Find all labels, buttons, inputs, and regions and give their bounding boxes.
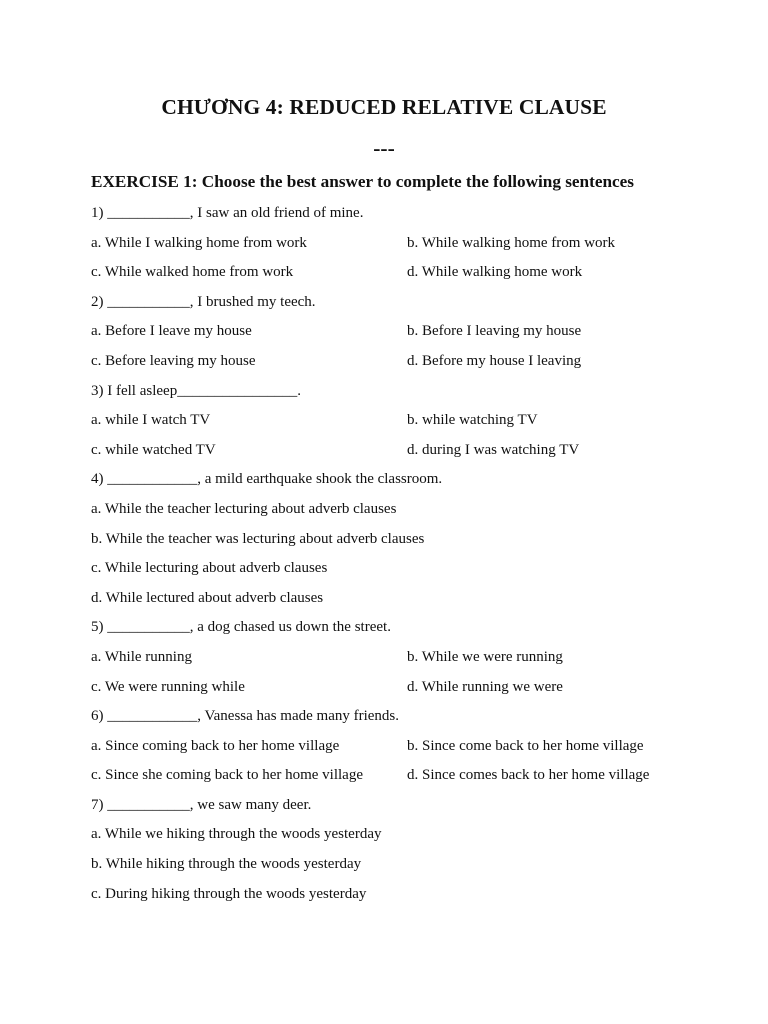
option-a: a. Since coming back to her home village xyxy=(91,737,340,754)
question-stem: 4) ____________, a mild earthquake shook the classroom. xyxy=(91,471,443,488)
option-row xyxy=(91,436,731,466)
option-c: c. While walked home from work xyxy=(91,264,294,281)
option-c: c. Before leaving my house xyxy=(91,352,256,369)
option-b: b. While hiking through the woods yesterday xyxy=(91,856,362,873)
option-row xyxy=(91,406,731,436)
option-c: c. We were running while xyxy=(91,678,245,695)
page-title: CHƯƠNG 4: REDUCED RELATIVE CLAUSE xyxy=(161,95,607,119)
option-a: a. Before I leave my house xyxy=(91,323,252,340)
option-b: b. While we were running xyxy=(407,648,563,665)
option-b: b. While the teacher was lecturing about adverb clauses xyxy=(91,530,425,547)
option-d: d. While walking home work xyxy=(407,264,583,281)
question-stem: 2) ___________, I brushed my teech. xyxy=(91,293,316,310)
option-d: d. Since comes back to her home village xyxy=(407,767,650,784)
question-stem: 3) I fell asleep________________. xyxy=(91,382,301,399)
option-row xyxy=(91,347,731,377)
option-a: a. While we hiking through the woods yesterday xyxy=(91,826,382,843)
exercise-body xyxy=(91,199,731,909)
option-row xyxy=(91,317,731,347)
option-b: b. while watching TV xyxy=(407,412,538,429)
option-row xyxy=(91,643,731,673)
exercise-heading: EXERCISE 1: Choose the best answer to complete the following sentences xyxy=(91,172,634,191)
option-c: c. During hiking through the woods yesterday xyxy=(91,885,367,902)
option-a: a. While the teacher lecturing about adverb clauses xyxy=(91,500,397,517)
option-b: b. Before I leaving my house xyxy=(407,323,582,340)
option-row xyxy=(91,229,731,259)
title-separator: --- xyxy=(373,136,395,160)
option-c: c. while watched TV xyxy=(91,441,216,458)
question-stem: 1) ___________, I saw an old friend of mine. xyxy=(91,205,364,221)
option-a: a. While I walking home from work xyxy=(91,234,307,251)
option-row xyxy=(91,732,731,762)
option-d: d. Before my house I leaving xyxy=(407,352,582,369)
option-c: c. Since she coming back to her home village xyxy=(91,767,363,784)
option-b: b. While walking home from work xyxy=(407,234,616,251)
option-row xyxy=(91,673,731,703)
option-a: a. while I watch TV xyxy=(91,412,211,429)
option-row xyxy=(91,258,731,288)
option-d: d. during I was watching TV xyxy=(407,441,580,458)
question-stem: 7) ___________, we saw many deer. xyxy=(91,796,312,813)
option-c: c. While lecturing about adverb clauses xyxy=(91,560,328,577)
question-stem: 5) ___________, a dog chased us down the street. xyxy=(91,619,391,636)
option-d: d. While lectured about adverb clauses xyxy=(91,589,324,606)
question-stem: 6) ____________, Vanessa has made many friends. xyxy=(91,708,399,725)
option-a: a. While running xyxy=(91,648,192,665)
option-row xyxy=(91,761,731,791)
option-d: d. While running we were xyxy=(407,678,563,695)
option-b: b. Since come back to her home village xyxy=(407,737,644,754)
